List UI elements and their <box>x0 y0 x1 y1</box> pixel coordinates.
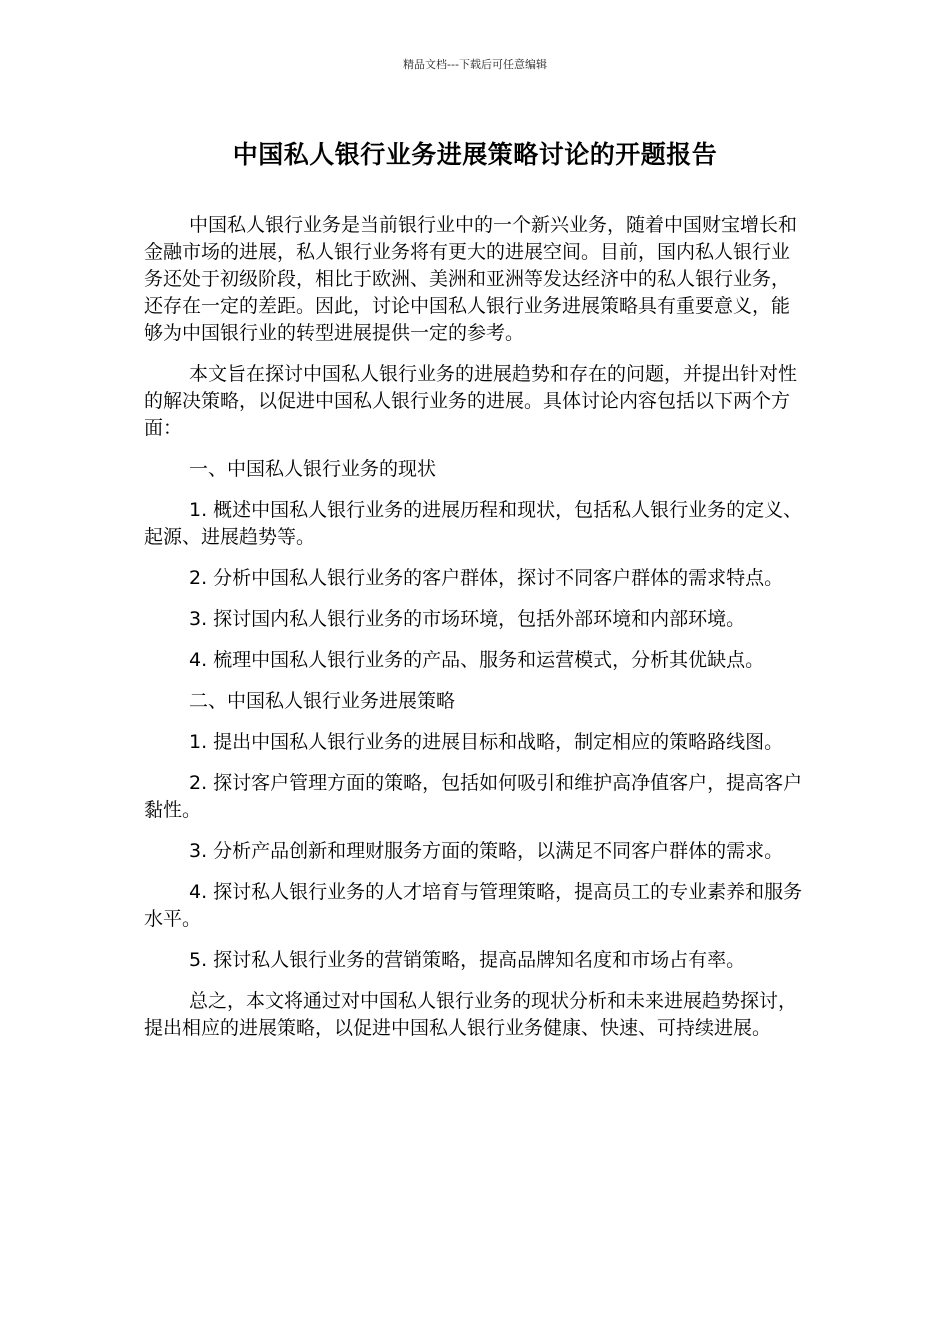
paragraph-conclusion: 总之，本文将通过对中国私人银行业务的现状分析和未来进展趋势探讨，提出相应的进展策略，以促进中国私人银行业务健康、快速、可持续进展。 <box>144 990 798 1039</box>
section-heading-current-status: 一、中国私人银行业务的现状 <box>189 458 437 480</box>
list-item: 4. 探讨私人银行业务的人才培育与管理策略，提高员工的专业素养和服务水平。 <box>144 881 803 930</box>
paragraph-purpose: 本文旨在探讨中国私人银行业务的进展趋势和存在的问题，并提出针对性的解决策略，以促进中国私人银行业务的进展。具体讨论内容包括以下两个方面： <box>144 363 798 439</box>
section-heading-strategy: 二、中国私人银行业务进展策略 <box>189 690 456 712</box>
list-item: 5. 探讨私人银行业务的营销策略，提高品牌知名度和市场占有率。 <box>189 949 746 971</box>
document-body <box>144 212 808 1056</box>
paragraph-intro: 中国私人银行业务是当前银行业中的一个新兴业务，随着中国财宝增长和金融市场的进展，私人银行业务将有更大的进展空间。目前，国内私人银行业务还处于初级阶段，相比于欧洲、美洲和亚洲等发达经济中的私人银行业务，还存在一定的差距。因此，讨论中国私人银行业务进展策略具有重要意义，能够为中国银行业的转型进展提供一定的参考。 <box>144 214 798 344</box>
list-item: 1. 概述中国私人银行业务的进展历程和现状，包括私人银行业务的定义、起源、进展趋势等。 <box>144 499 803 548</box>
list-item: 4. 梳理中国私人银行业务的产品、服务和运营模式，分析其优缺点。 <box>189 649 765 671</box>
list-item: 1. 提出中国私人银行业务的进展目标和战略，制定相应的策略路线图。 <box>189 731 784 753</box>
list-item: 3. 分析产品创新和理财服务方面的策略，以满足不同客户群体的需求。 <box>189 840 784 862</box>
document-title: 中国私人银行业务进展策略讨论的开题报告 <box>232 140 718 169</box>
list-item: 2. 分析中国私人银行业务的客户群体，探讨不同客户群体的需求特点。 <box>189 567 784 589</box>
list-item: 3. 探讨国内私人银行业务的市场环境，包括外部环境和内部环境。 <box>189 608 746 630</box>
header-note: 精品文档---下载后可任意编辑 <box>403 58 547 71</box>
list-item: 2. 探讨客户管理方面的策略，包括如何吸引和维护高净值客户，提高客户黏性。 <box>144 772 803 821</box>
